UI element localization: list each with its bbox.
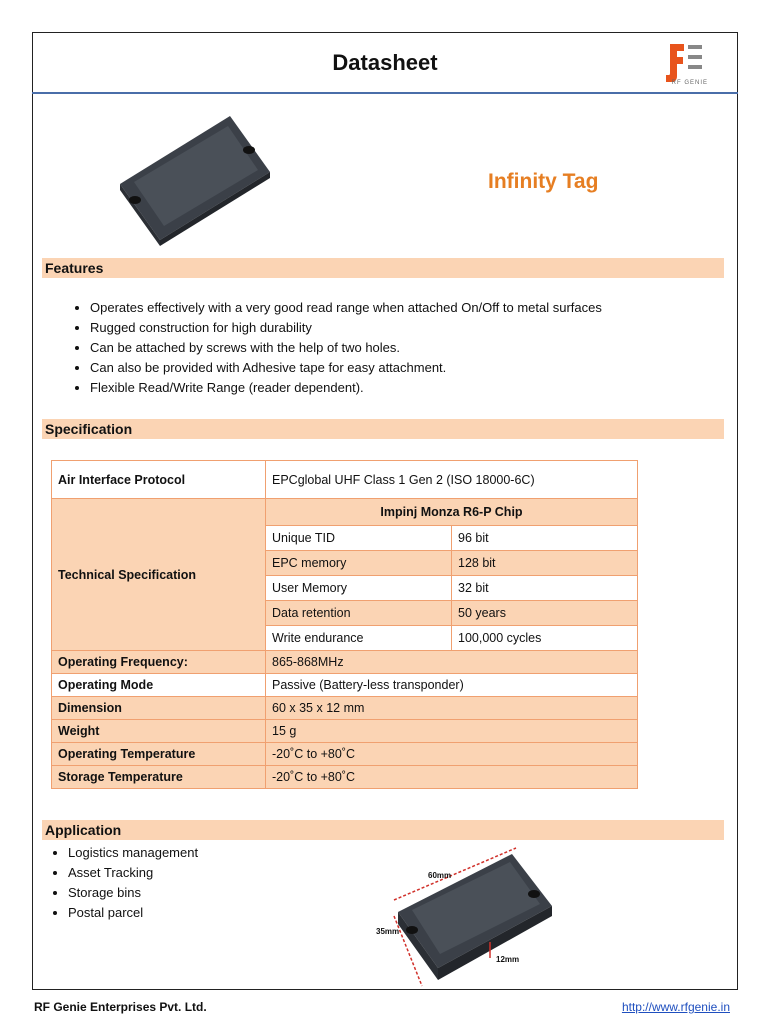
table-cell-value: 15 g [266, 720, 638, 743]
dimension-length: 60mm [428, 871, 452, 880]
page-header [32, 32, 738, 94]
table-cell-value: EPCglobal UHF Class 1 Gen 2 (ISO 18000-6C) [266, 461, 638, 499]
table-cell: 100,000 cycles [452, 626, 638, 651]
table-row [52, 674, 638, 697]
application-list [44, 843, 198, 923]
table-row [52, 743, 638, 766]
table-cell-value: 865-868MHz [266, 651, 638, 674]
dimension-height: 12mm [496, 955, 520, 964]
table-cell-label: Air Interface Protocol [52, 461, 266, 499]
infinity-tag-image [112, 112, 282, 247]
table-cell-label: Operating Frequency: [52, 651, 266, 674]
table-cell-label: Operating Mode [52, 674, 266, 697]
table-cell-label: Operating Temperature [52, 743, 266, 766]
product-title: Infinity Tag [488, 170, 599, 193]
table-cell: User Memory [266, 576, 452, 601]
table-cell: Unique TID [266, 526, 452, 551]
dimension-width: 35mm [376, 927, 400, 936]
table-cell: Data retention [266, 601, 452, 626]
application-heading: Application [45, 822, 122, 838]
list-item: • Operates effectively with a very good read range when attached On/Off to metal surfaces [90, 298, 602, 318]
list-item: • Storage bins [68, 883, 198, 903]
list-item: • Rugged construction for high durability [90, 318, 602, 338]
features-heading-bar [42, 258, 724, 278]
list-item: • Can be attached by screws with the help of two holes. [90, 338, 602, 358]
table-cell: 128 bit [452, 551, 638, 576]
specification-table [51, 460, 638, 789]
features-list [62, 298, 602, 398]
table-cell-value: Passive (Battery-less transponder) [266, 674, 638, 697]
list-item: • Postal parcel [68, 903, 198, 923]
table-cell-value: 60 x 35 x 12 mm [266, 697, 638, 720]
table-cell: EPC memory [266, 551, 452, 576]
specification-heading: Specification [45, 421, 133, 437]
table-row [52, 766, 638, 789]
table-cell: Write endurance [266, 626, 452, 651]
table-cell: 50 years [452, 601, 638, 626]
table-row [52, 499, 638, 526]
table-cell-value: -20˚C to +80˚C [266, 766, 638, 789]
logo-caption: RF GENIE [671, 80, 708, 86]
list-item: • Logistics management [68, 843, 198, 863]
table-cell-label: Technical Specification [52, 499, 266, 651]
list-item: • Asset Tracking [68, 863, 198, 883]
features-heading: Features [45, 260, 104, 276]
table-row [52, 461, 638, 499]
table-row [52, 697, 638, 720]
table-cell: 32 bit [452, 576, 638, 601]
application-heading-bar [42, 820, 724, 840]
table-cell-label: Storage Temperature [52, 766, 266, 789]
footer-company: RF Genie Enterprises Pvt. Ltd. [34, 1000, 207, 1014]
table-row [52, 720, 638, 743]
table-cell-value: -20˚C to +80˚C [266, 743, 638, 766]
chip-name: Impinj Monza R6-P Chip [266, 499, 638, 526]
list-item: • Can also be provided with Adhesive tape for easy attachment. [90, 358, 602, 378]
tag-dimension-diagram [372, 846, 562, 992]
table-cell-label: Weight [52, 720, 266, 743]
specification-heading-bar [42, 419, 724, 439]
footer-website-link[interactable]: http://www.rfgenie.in [621, 1000, 730, 1014]
table-cell-label: Dimension [52, 697, 266, 720]
page-title: Datasheet [332, 50, 438, 75]
table-row [52, 651, 638, 674]
table-cell: 96 bit [452, 526, 638, 551]
list-item: • Flexible Read/Write Range (reader dependent). [90, 378, 602, 398]
